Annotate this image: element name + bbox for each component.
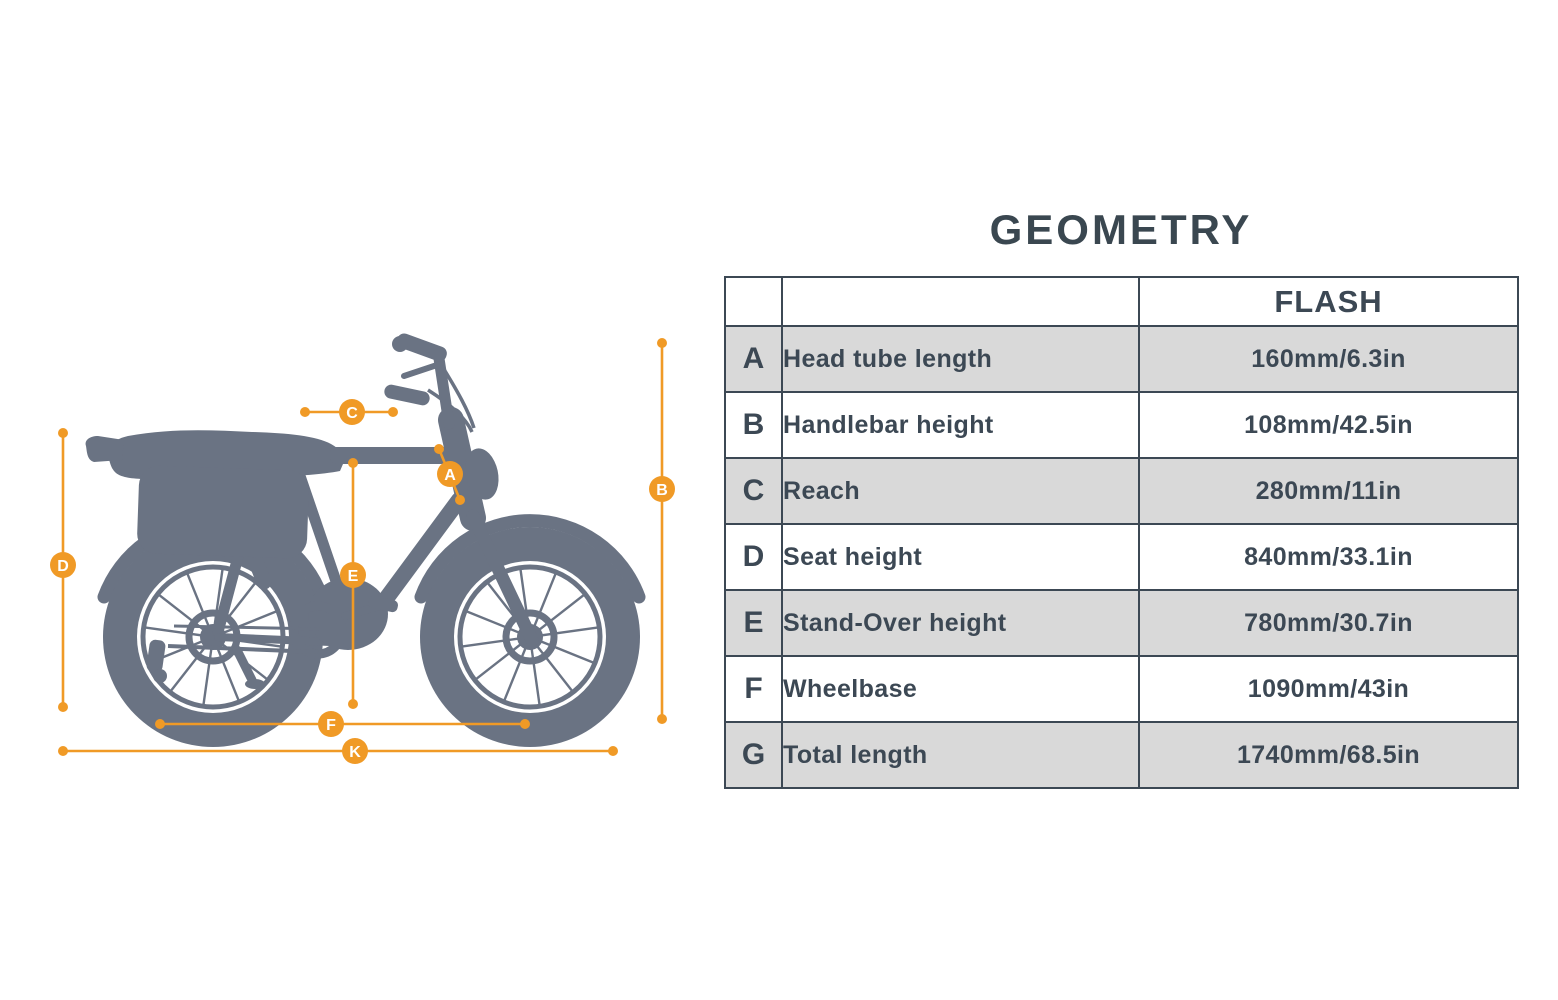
dimension-line-c	[300, 399, 398, 425]
dimension-line-b	[649, 338, 675, 724]
dimension-value: 840mm/33.1in	[1139, 524, 1518, 590]
geometry-title: GEOMETRY	[989, 206, 1253, 253]
table-row	[725, 524, 1518, 590]
table-row	[725, 392, 1518, 458]
seat-grab-handle	[86, 436, 124, 462]
dimension-name: Seat height	[782, 524, 1139, 590]
bike-silhouette	[86, 332, 640, 747]
dimension-letter: D	[725, 524, 782, 590]
dimension-name: Head tube length	[782, 326, 1139, 392]
battery-box	[137, 465, 310, 559]
marker-e-label: E	[347, 568, 359, 585]
marker-a-label: A	[444, 467, 456, 484]
dimension-value: 780mm/30.7in	[1139, 590, 1518, 656]
dimension-line-d	[50, 428, 76, 712]
dimension-letter: G	[725, 722, 782, 788]
dimension-name: Stand-Over height	[782, 590, 1139, 656]
dimension-line-e	[340, 458, 366, 709]
table-header-row	[725, 277, 1518, 326]
header-name-cell	[782, 277, 1139, 326]
dimension-value: 108mm/42.5in	[1139, 392, 1518, 458]
dimension-name: Total length	[782, 722, 1139, 788]
handlebar	[383, 332, 474, 432]
table-row	[725, 590, 1518, 656]
marker-k-label: K	[349, 744, 361, 761]
dimension-letter: E	[725, 590, 782, 656]
dimension-letter: F	[725, 656, 782, 722]
marker-b-label: B	[656, 482, 668, 499]
dimension-name: Handlebar height	[782, 392, 1139, 458]
dimension-value: 1740mm/68.5in	[1139, 722, 1518, 788]
model-header-cell: FLASH	[1139, 277, 1518, 326]
marker-d-label: D	[57, 558, 69, 575]
table-row	[725, 458, 1518, 524]
header-letter-cell	[725, 277, 782, 326]
dimension-value: 280mm/11in	[1139, 458, 1518, 524]
marker-c-label: C	[346, 405, 358, 422]
bike-geometry-diagram	[0, 0, 720, 1000]
dimension-name: Reach	[782, 458, 1139, 524]
dimension-letter: A	[725, 326, 782, 392]
geometry-table	[724, 276, 1519, 789]
dimension-letter: B	[725, 392, 782, 458]
dimension-name: Wheelbase	[782, 656, 1139, 722]
dimension-letter: C	[725, 458, 782, 524]
table-row	[725, 326, 1518, 392]
table-row	[725, 656, 1518, 722]
dimension-value: 1090mm/43in	[1139, 656, 1518, 722]
geometry-table-container	[724, 276, 1519, 789]
dimension-value: 160mm/6.3in	[1139, 326, 1518, 392]
marker-f-label: F	[326, 717, 336, 734]
table-row	[725, 722, 1518, 788]
